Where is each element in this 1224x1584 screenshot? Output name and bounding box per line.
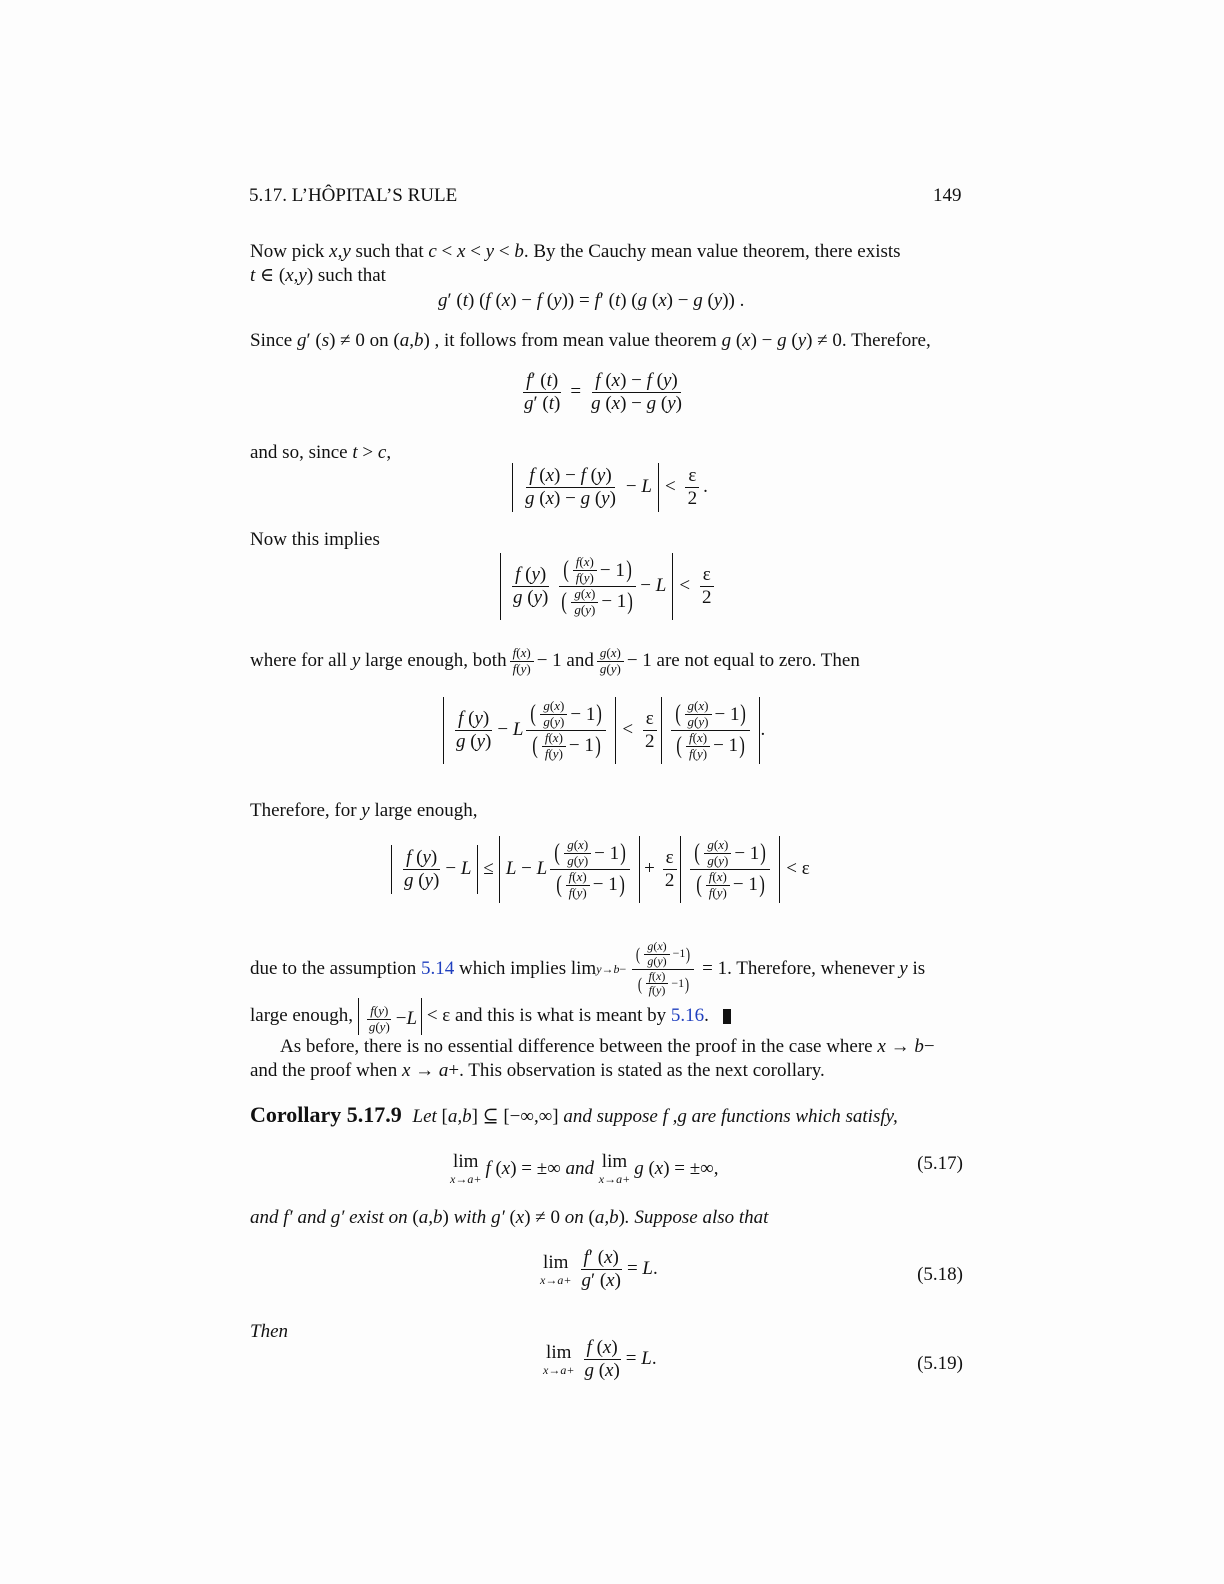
equation-cauchy-mvt: g′ (t) (f (x) − f (y)) = f′ (t) (g (x) − g (y)) .: [438, 290, 745, 311]
corollary-condition: and f′ and g′ exist on (a,b) with g′ (x) ≠ 0 on (a,b). Suppose also that: [250, 1207, 769, 1228]
equation-ratio: $\frac{f' (t)}{g' (t)}$ = $\frac{f (x) - f (y)}{g (x) - g (y)}$: [524, 370, 682, 414]
paragraph-5: where for all y large enough, both $\frac{f(x)}{f(y)}$ − 1 and $\frac{g(x)}{g(y)}$ − 1 are not equal to zero. Then: [250, 645, 860, 676]
equation-5-19: lim x→a+ $\frac{f (x)}{g (x)}$ = L.: [543, 1337, 657, 1381]
equation-then: $\frac{f (y)}{g (y)}$ − L ( $\frac{g(x)}{g(y)}$ − 1 ) ( $\frac{f(x)}{f(y)}$ − 1 ) < $\frac{\varepsilon}{2}$ ( $\frac{g(x)}{g(y)}$ − 1 ) ( $\frac{f(x)}{f(y)}$ − 1 ) .: [443, 697, 765, 764]
page-number: 149: [933, 185, 962, 206]
ref-5-16[interactable]: 5.16: [670, 1005, 705, 1027]
equation-abs-bound-1: $\frac{f (x) - f (y)}{g (x) - g (y)}$ − L < $\frac{\varepsilon}{2}$ .: [512, 463, 708, 512]
paragraph-9: As before, there is no essential difference between the proof in the case where x → b− and the proof when x → a+. This observation is stated as the next corollary.: [250, 1036, 935, 1081]
equation-number-5-18: (5.18): [917, 1264, 963, 1285]
equation-number-5-19: (5.19): [917, 1353, 963, 1374]
paragraph-7: due to the assumption 5.14 which implies lim y→b− ( $\frac{g(x)}{g(y)}$ −1 ) ( $\frac{f(x)}{f(y)}$ −1 ) = 1. Therefore, whenever y is: [250, 939, 926, 998]
paragraph-1: Now pick x,y such that c < x < y < b. By the Cauchy mean value theorem, there exists t ∈ (x,y) such that: [250, 241, 901, 286]
corollary-label: Corollary 5.17.9: [250, 1102, 402, 1127]
equation-number-5-17: (5.17): [917, 1153, 963, 1174]
paragraph-4: Now this implies: [250, 529, 380, 550]
corollary-then: Then: [250, 1321, 288, 1342]
equation-5-18: lim x→a+ $\frac{f' (x)}{g' (x)}$ = L.: [540, 1247, 658, 1291]
page-body: [250, 0, 963, 1584]
paragraph-2: Since g′ (s) ≠ 0 on (a,b) , it follows from mean value theorem g (x) − g (y) ≠ 0. Therefore,: [250, 330, 931, 351]
qed-symbol: [723, 1009, 731, 1024]
equation-5-17: lim x→a+ f (x) = ±∞ and lim x→a+ g (x) = ±∞,: [450, 1151, 719, 1186]
ref-5-14[interactable]: 5.14: [420, 958, 455, 980]
equation-final-bound: $\frac{f (y)}{g (y)}$ − L ≤ L − L ( $\frac{g(x)}{g(y)}$ − 1 ) ( $\frac{f(x)}{f(y)}$ − 1 ) + $\frac{\varepsilon}{2}$ ( $\frac{g(x)}{g(y)}$ − 1 ) ( $\frac{f(x)}{f(y)}$ − 1 ) < ε: [391, 836, 810, 903]
paragraph-3: and so, since t > c,: [250, 442, 392, 463]
paragraph-8: large enough, $\frac{f(y)}{g(y)}$ − L < ε and this is what is meant by 5.16 .: [250, 998, 963, 1035]
section-title: 5.17. L’HÔPITAL’S RULE: [249, 185, 458, 206]
equation-implies: $\frac{f (y)}{g (y)}$ ( $\frac{f(x)}{f(y)}$ − 1 ) ( $\frac{g(x)}{g(y)}$ − 1 ) − L < $\frac{\varepsilon}{2}$: [500, 553, 718, 620]
paragraph-6: Therefore, for y large enough,: [250, 800, 478, 821]
corollary-heading: Corollary 5.17.9 Let [a,b] ⊆ [−∞,∞] and suppose f ,g are functions which satisfy,: [250, 1102, 898, 1127]
